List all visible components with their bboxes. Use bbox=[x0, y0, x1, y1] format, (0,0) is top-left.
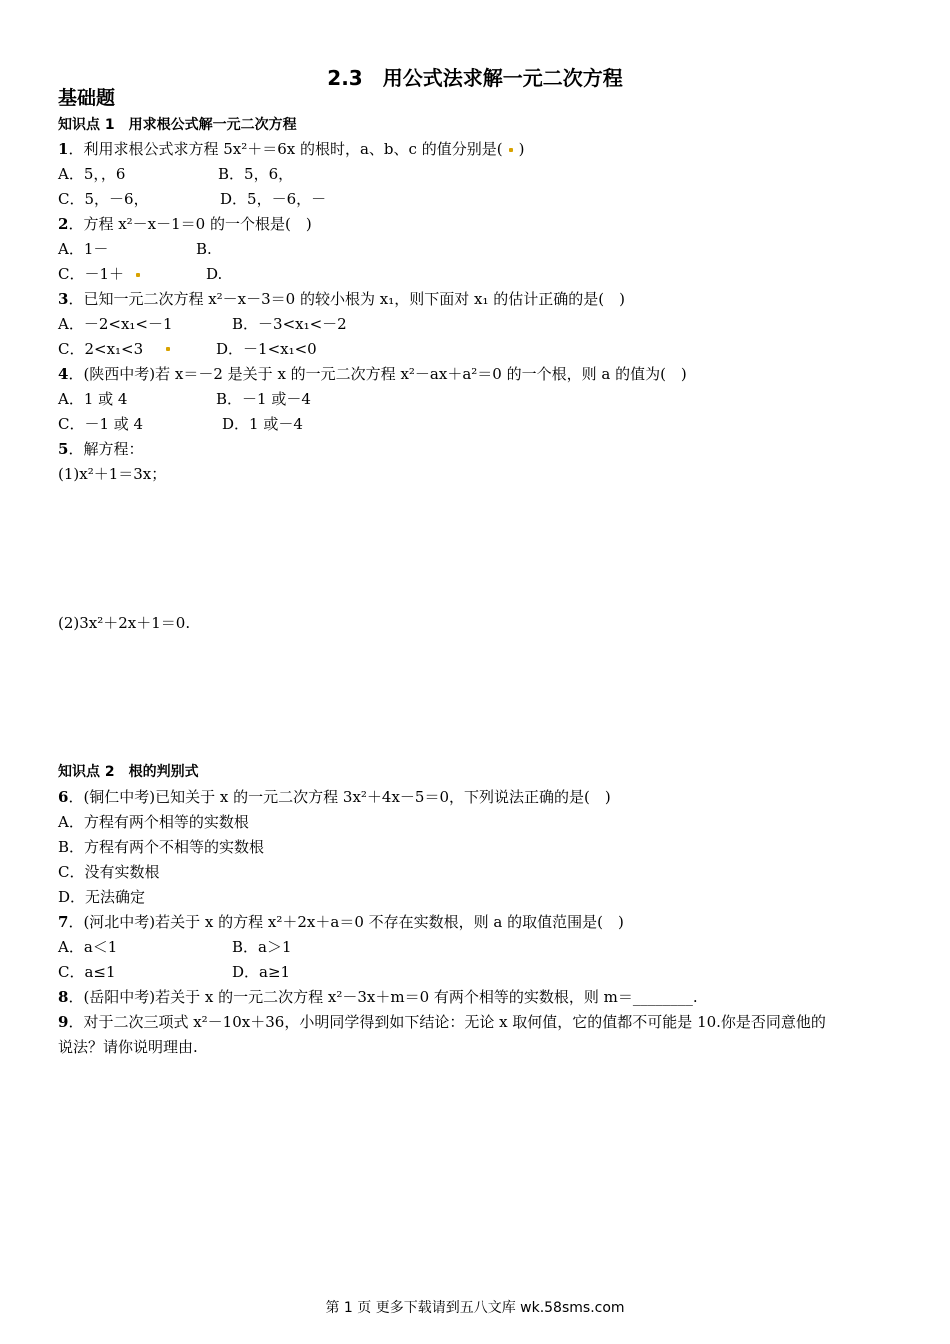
q2-option-d: D. bbox=[206, 265, 223, 283]
question-9-continued: 说法？请你说明理由. bbox=[58, 1038, 198, 1056]
q1-option-c: C．5，－6， bbox=[58, 190, 149, 208]
marker-dot-icon bbox=[166, 347, 170, 351]
page-footer: 第 1 页 更多下载请到五八文库 wk.58sms.com bbox=[325, 1300, 625, 1316]
q6-option-a: A．方程有两个相等的实数根 bbox=[58, 813, 249, 831]
q4-option-a: A．1 或 4 bbox=[58, 390, 128, 408]
q6-option-c: C．没有实数根 bbox=[58, 863, 160, 881]
q5-part-1: (1)x²＋1＝3x； bbox=[58, 465, 167, 483]
question-number: 2 bbox=[58, 215, 69, 233]
marker-dot-icon bbox=[509, 148, 513, 152]
question-7 bbox=[58, 912, 624, 932]
q3-option-b: B．－3<x₁<－2 bbox=[232, 315, 347, 333]
section-heading: 基础题 bbox=[58, 87, 116, 109]
q7-option-c: C．a≤1 bbox=[58, 963, 116, 981]
question-text: ．对于二次三项式 x²－10x＋36，小明同学得到如下结论：无论 x 取何值，它的值都不可能是 10.你是否同意他的 bbox=[68, 1013, 826, 1031]
question-9 bbox=[58, 1012, 826, 1032]
question-5 bbox=[58, 439, 143, 459]
knowledge-point-1-heading: 知识点 1 用求根公式解一元二次方程 bbox=[58, 117, 297, 133]
q4-option-b: B．－1 或－4 bbox=[216, 390, 311, 408]
question-number: 3 bbox=[58, 290, 69, 308]
question-text: ．解方程： bbox=[68, 440, 144, 458]
knowledge-point-2-heading: 知识点 2 根的判别式 bbox=[58, 764, 199, 780]
q1-option-d: D．5，－6，－ bbox=[220, 190, 327, 208]
q2-option-c-text: C．－1＋ bbox=[58, 265, 125, 283]
page-title: 2.3 用公式法求解一元二次方程 bbox=[327, 66, 623, 90]
question-number: 7 bbox=[58, 913, 69, 931]
question-text: ．(铜仁中考)已知关于 x 的一元二次方程 3x²＋4x－5＝0，下列说法正确的是( ) bbox=[68, 788, 611, 806]
question-4 bbox=[58, 364, 687, 384]
marker-dot-icon bbox=[136, 273, 140, 277]
q1-option-a: A．5，，6 bbox=[58, 165, 126, 183]
question-number: 4 bbox=[58, 365, 69, 383]
q7-option-a: A．a＜1 bbox=[58, 938, 118, 956]
question-text: ．(河北中考)若关于 x 的方程 x²＋2x＋a＝0 不存在实数根，则 a 的取值范围是( ) bbox=[68, 913, 624, 931]
question-text: ．方程 x²－x－1＝0 的一个根是( ) bbox=[68, 215, 312, 233]
question-close: ) bbox=[518, 140, 525, 158]
question-number: 6 bbox=[58, 788, 69, 806]
question-6 bbox=[58, 787, 611, 807]
question-1 bbox=[58, 139, 524, 159]
q1-option-b: B．5，6， bbox=[218, 165, 294, 183]
q5-part-2: (2)3x²＋2x＋1＝0. bbox=[58, 614, 191, 632]
q6-option-d: D．无法确定 bbox=[58, 888, 146, 906]
q4-option-d: D．1 或－4 bbox=[222, 415, 303, 433]
q3-option-a: A．－2<x₁<－1 bbox=[58, 315, 173, 333]
question-text: ．(岳阳中考)若关于 x 的一元二次方程 x²－3x＋m＝0 有两个相等的实数根，则 m＝________. bbox=[68, 988, 698, 1006]
question-number: 5 bbox=[58, 440, 69, 458]
question-text: ．(陕西中考)若 x＝－2 是关于 x 的一元二次方程 x²－ax＋a²＝0 的一个根，则 a 的值为( ) bbox=[68, 365, 687, 383]
question-number: 1 bbox=[58, 140, 69, 158]
question-8 bbox=[58, 987, 698, 1007]
q7-option-b: B．a＞1 bbox=[232, 938, 292, 956]
question-2 bbox=[58, 214, 312, 234]
question-text: ．利用求根公式求方程 5x²＋＝6x 的根时，a、b、c 的值分别是( bbox=[68, 140, 503, 158]
q6-option-b: B．方程有两个不相等的实数根 bbox=[58, 838, 265, 856]
question-number: 9 bbox=[58, 1013, 69, 1031]
q3-option-d: D．－1<x₁<0 bbox=[216, 340, 317, 358]
question-number: 8 bbox=[58, 988, 69, 1006]
q2-option-c bbox=[58, 264, 146, 284]
q7-option-d: D．a≥1 bbox=[232, 963, 291, 981]
q2-option-a: A．1－ bbox=[58, 240, 109, 258]
q2-option-b: B. bbox=[196, 240, 212, 258]
q4-option-c: C．－1 或 4 bbox=[58, 415, 144, 433]
q3-option-c: C．2<x₁<3 bbox=[58, 340, 144, 358]
question-text: ．已知一元二次方程 x²－x－3＝0 的较小根为 x₁，则下面对 x₁ 的估计正确的是( ) bbox=[68, 290, 625, 308]
question-3 bbox=[58, 289, 625, 309]
